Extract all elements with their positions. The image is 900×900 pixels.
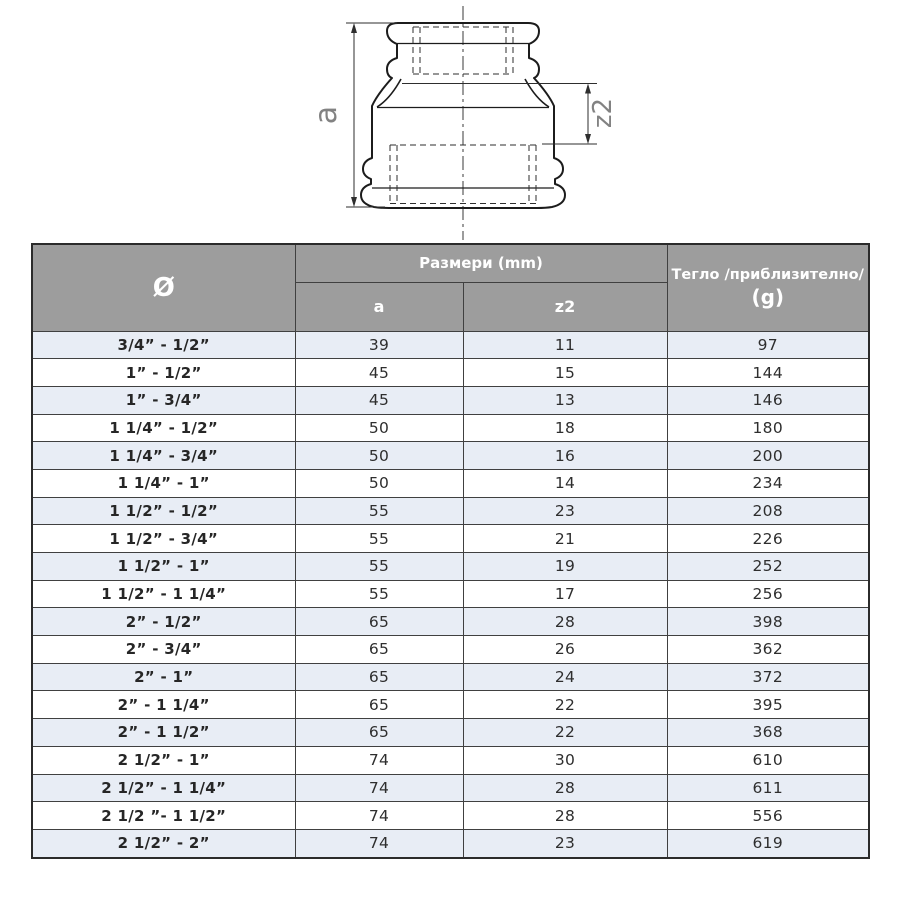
column-header-z2: z2 [463, 282, 667, 331]
z2-cell: 14 [463, 469, 667, 497]
weight-cell: 226 [667, 525, 869, 553]
table-row [32, 774, 869, 802]
table-row [32, 386, 869, 414]
a-cell: 65 [295, 636, 463, 664]
weight-cell: 610 [667, 746, 869, 774]
table-row [32, 608, 869, 636]
z2-cell: 23 [463, 497, 667, 525]
weight-cell: 200 [667, 442, 869, 470]
z2-cell: 22 [463, 719, 667, 747]
weight-cell: 252 [667, 553, 869, 581]
z2-cell: 28 [463, 608, 667, 636]
column-header-diameter: Ø [32, 244, 295, 331]
column-header-weight [667, 244, 869, 331]
z2-cell: 18 [463, 414, 667, 442]
size-cell: 2” - 1” [32, 663, 295, 691]
z2-cell: 16 [463, 442, 667, 470]
a-cell: 65 [295, 663, 463, 691]
z2-cell: 11 [463, 331, 667, 359]
column-header-a: a [295, 282, 463, 331]
size-cell: 2” - 1 1/2” [32, 719, 295, 747]
weight-cell: 611 [667, 774, 869, 802]
weight-cell: 234 [667, 469, 869, 497]
size-cell: 1 1/4” - 1/2” [32, 414, 295, 442]
table-row [32, 829, 869, 857]
table-row [32, 580, 869, 608]
z2-cell: 21 [463, 525, 667, 553]
z2-cell: 15 [463, 359, 667, 387]
weight-cell: 395 [667, 691, 869, 719]
table-row [32, 414, 869, 442]
size-cell: 2 1/2” - 1 1/4” [32, 774, 295, 802]
a-cell: 74 [295, 774, 463, 802]
column-header-dimensions-group: Размери (mm) [295, 244, 667, 282]
table-row [32, 442, 869, 470]
weight-label-line1: Тегло /приблизително/ [671, 266, 864, 283]
size-cell: 3/4” - 1/2” [32, 331, 295, 359]
z2-cell: 24 [463, 663, 667, 691]
table-row [32, 497, 869, 525]
a-cell: 55 [295, 525, 463, 553]
z2-cell: 19 [463, 553, 667, 581]
size-cell: 1 1/2” - 1/2” [32, 497, 295, 525]
size-cell: 1” - 1/2” [32, 359, 295, 387]
table-row [32, 525, 869, 553]
z2-cell: 13 [463, 386, 667, 414]
weight-cell: 372 [667, 663, 869, 691]
z2-cell: 17 [463, 580, 667, 608]
a-cell: 50 [295, 442, 463, 470]
a-cell: 55 [295, 553, 463, 581]
spec-table-header [32, 244, 869, 331]
dim-z2-arrow-down [585, 134, 591, 144]
weight-cell: 180 [667, 414, 869, 442]
size-cell: 2” - 3/4” [32, 636, 295, 664]
table-row [32, 359, 869, 387]
size-cell: 1 1/2” - 3/4” [32, 525, 295, 553]
weight-label-line2: (g) [751, 284, 785, 309]
z2-cell: 26 [463, 636, 667, 664]
weight-cell: 208 [667, 497, 869, 525]
dimension-z2-label: z2 [588, 97, 618, 129]
a-cell: 74 [295, 802, 463, 830]
a-cell: 74 [295, 746, 463, 774]
z2-cell: 28 [463, 774, 667, 802]
weight-cell: 146 [667, 386, 869, 414]
z2-cell: 30 [463, 746, 667, 774]
weight-cell: 144 [667, 359, 869, 387]
table-row [32, 553, 869, 581]
table-row [32, 746, 869, 774]
table-row [32, 469, 869, 497]
table-row [32, 719, 869, 747]
table-row [32, 636, 869, 664]
weight-cell: 362 [667, 636, 869, 664]
z2-cell: 28 [463, 802, 667, 830]
fitting-drawing-svg [0, 0, 900, 245]
size-cell: 1 1/4” - 3/4” [32, 442, 295, 470]
a-cell: 55 [295, 497, 463, 525]
table-row [32, 663, 869, 691]
a-cell: 45 [295, 386, 463, 414]
spec-table [31, 243, 870, 859]
a-cell: 39 [295, 331, 463, 359]
z2-cell: 22 [463, 691, 667, 719]
size-cell: 2 1/2” - 1” [32, 746, 295, 774]
dim-a-arrow-down [351, 197, 357, 207]
table-row [32, 331, 869, 359]
size-cell: 1” - 3/4” [32, 386, 295, 414]
size-cell: 2” - 1 1/4” [32, 691, 295, 719]
weight-cell: 256 [667, 580, 869, 608]
weight-cell: 556 [667, 802, 869, 830]
size-cell: 2 1/2” - 2” [32, 829, 295, 857]
dimension-a-label: a [309, 105, 344, 125]
a-cell: 45 [295, 359, 463, 387]
size-cell: 1 1/2” - 1 1/4” [32, 580, 295, 608]
a-cell: 55 [295, 580, 463, 608]
a-cell: 50 [295, 469, 463, 497]
a-cell: 65 [295, 691, 463, 719]
a-cell: 74 [295, 829, 463, 857]
weight-cell: 619 [667, 829, 869, 857]
size-cell: 2 1/2 ”- 1 1/2” [32, 802, 295, 830]
a-cell: 65 [295, 608, 463, 636]
a-cell: 50 [295, 414, 463, 442]
size-cell: 1 1/4” - 1” [32, 469, 295, 497]
dim-a-arrow-up [351, 23, 357, 33]
weight-cell: 368 [667, 719, 869, 747]
dim-z2-arrow-up [585, 84, 591, 94]
z2-cell: 23 [463, 829, 667, 857]
spec-table-body [32, 331, 869, 858]
a-cell: 65 [295, 719, 463, 747]
fitting-technical-drawing [0, 0, 900, 245]
size-cell: 2” - 1/2” [32, 608, 295, 636]
weight-cell: 97 [667, 331, 869, 359]
table-row [32, 802, 869, 830]
table-row [32, 691, 869, 719]
size-cell: 1 1/2” - 1” [32, 553, 295, 581]
weight-cell: 398 [667, 608, 869, 636]
